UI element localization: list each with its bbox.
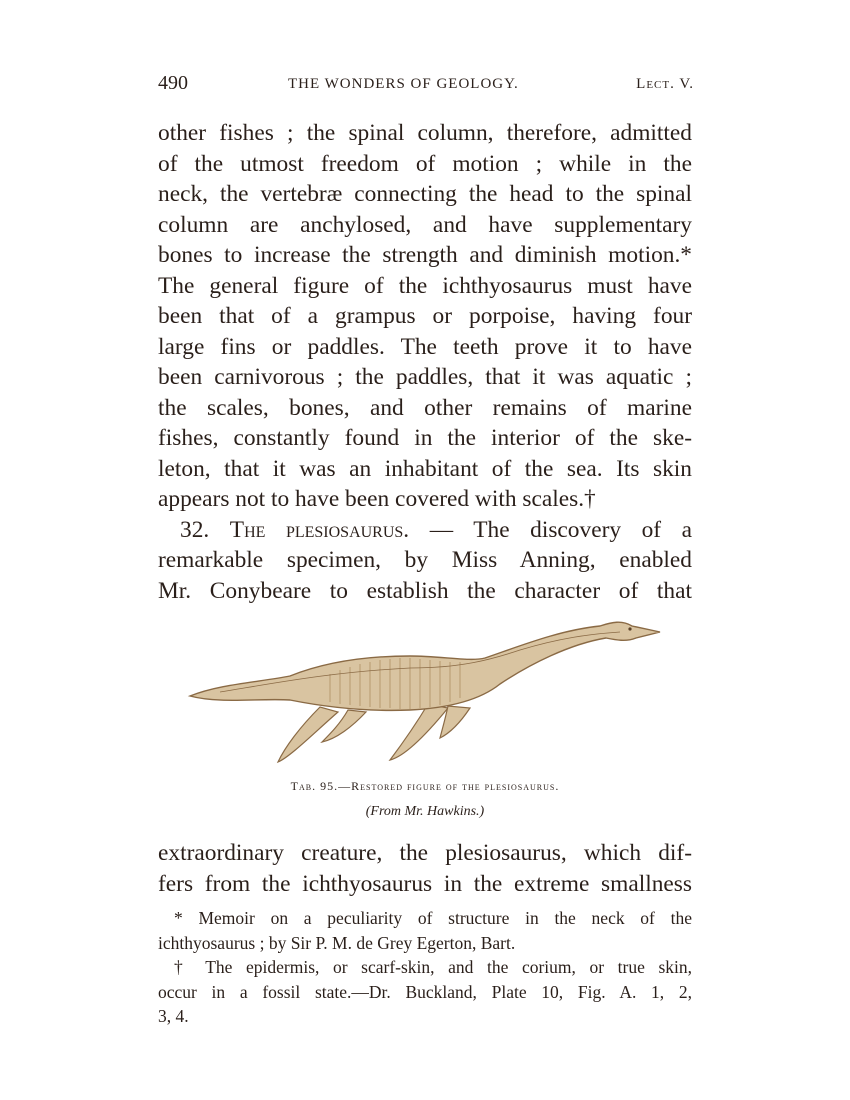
footnote-1-line: ichthyosaurus ; by Sir P. M. de Grey Egerton, Bart.	[158, 932, 516, 953]
front-flipper-left	[390, 704, 448, 760]
section-line-rest: — The discovery of a	[429, 516, 693, 543]
text-line: large fins or paddles. The teeth prove it to have	[158, 333, 692, 360]
footnote-2-line: 3, 4.	[158, 1006, 189, 1026]
text-line: remarkable specimen, by Miss Anning, enabled	[158, 547, 692, 573]
footnote-2-line: † The epidermis, or scarf-skin, and the corium, or true skin,	[174, 957, 692, 977]
text-line: bones to increase the strength and diminish motion.*	[158, 242, 692, 268]
plesiosaurus-illustration	[180, 612, 670, 772]
text-line: fers from the ichthyosaurus in the extreme smallness	[158, 870, 692, 897]
text-line: fishes, constantly found in the interior of the ske-	[158, 425, 692, 451]
text-line: appears not to have been covered with scales.†	[158, 486, 596, 512]
text-line: been carnivorous ; the paddles, that it was aquatic ;	[158, 364, 692, 390]
footnote-2-line: occur in a fossil state.—Dr. Buckland, Plate 10, Fig. A. 1, 2,	[158, 981, 692, 1002]
text-line: neck, the vertebræ connecting the head to the spinal	[158, 181, 692, 207]
section-heading: The plesiosaurus.	[229, 516, 410, 543]
text-line: The general figure of the ichthyosaurus must have	[158, 272, 692, 299]
plesiosaurus-drawing	[180, 612, 670, 772]
footnote-1-line: * Memoir on a peculiarity of structure in the neck of the	[174, 908, 692, 928]
page-number: 490	[158, 72, 188, 94]
section-heading-line	[158, 515, 692, 546]
text-line: of the utmost freedom of motion ; while in the	[158, 150, 692, 177]
footnotes	[158, 906, 692, 1029]
running-header	[158, 72, 694, 102]
text-line: other fishes ; the spinal column, therefore, admitted	[158, 120, 692, 146]
section-number: 32.	[180, 516, 210, 543]
running-title: THE WONDERS OF GEOLOGY.	[288, 76, 519, 92]
figure-caption: Tab. 95.—Restored figure of the plesiosaurus.	[290, 779, 560, 793]
section-reference: Lect. V.	[636, 76, 694, 92]
eye	[628, 627, 631, 630]
text-line: the scales, bones, and other remains of marine	[158, 394, 692, 421]
figure-source: (From Mr. Hawkins.)	[365, 804, 485, 819]
body-text-bottom	[158, 838, 692, 899]
text-line: been that of a grampus or porpoise, having four	[158, 303, 692, 329]
text-line: column are anchylosed, and have supplementary	[158, 211, 692, 238]
text-line: Mr. Conybeare to establish the character of that	[158, 577, 692, 604]
text-line: leton, that it was an inhabitant of the sea. Its skin	[158, 455, 692, 482]
text-line: extraordinary creature, the plesiosaurus, which dif-	[158, 840, 692, 866]
body-text-top	[158, 118, 692, 606]
